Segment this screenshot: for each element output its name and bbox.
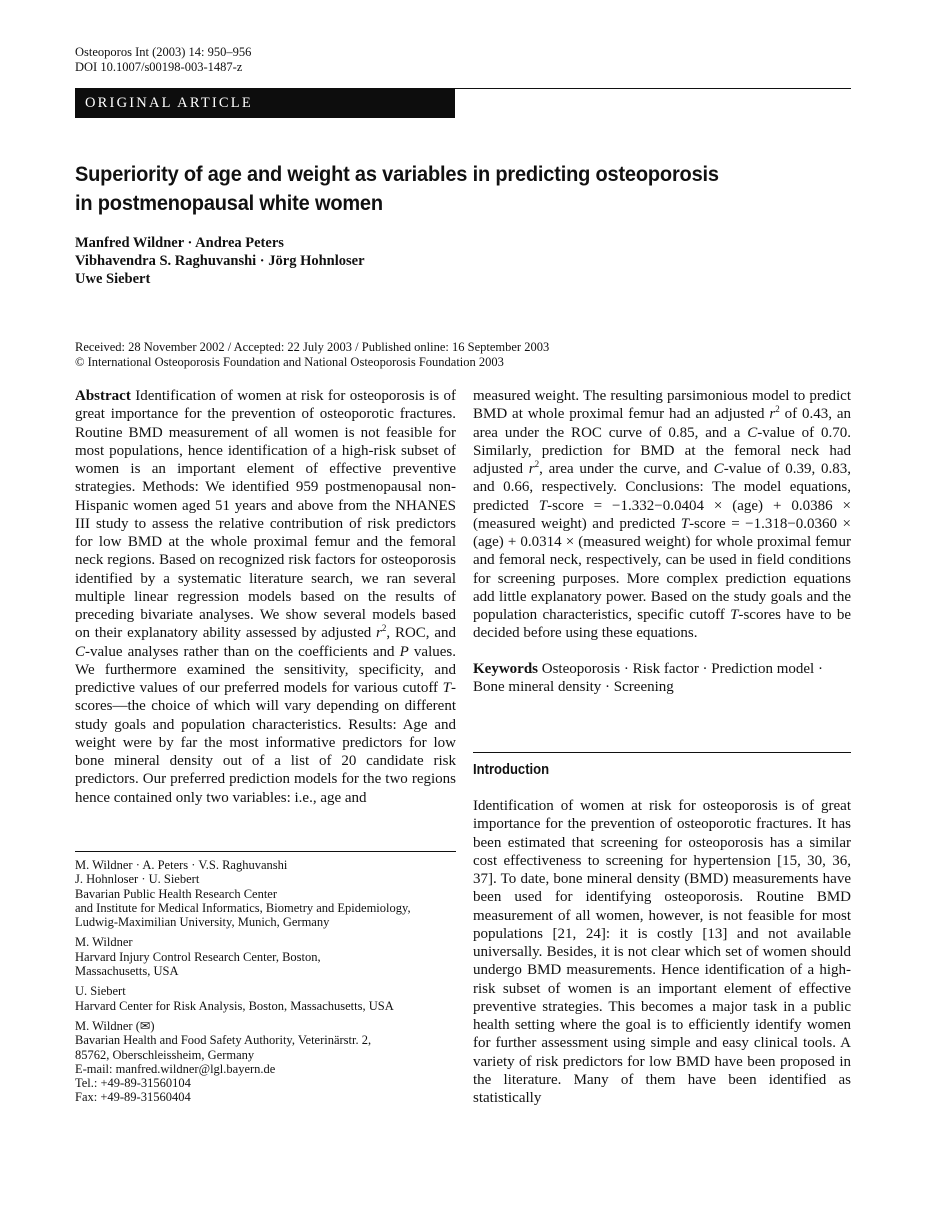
introduction-text: Identification of women at risk for osteoporosis is of great importance for the prevention of osteoporotic fractures. It has been estimated that screening for osteoporosis has a similar cost effectiveness to screening for hypertension [15, 30, 36, 37]. To date, bone mineral density (BMD) measurements have been used for identifying osteoporosis. Routine BMD measurement of all women, however, is not feasible for most populations [21, 24]: it is costly [13] and not available universally. Besides, it is not clear which set of women should undergo BMD measurements. Hence identification of a high-risk subset of women is an important element of effective preventive strategies. This becomes a major task in a public health setting where the goal is to efficiently identify women for further assessment using simple and easy clinical tools. A variety of risk predictors for low BMD have been proposed in the literature. Many of them have been identified as statistically	[473, 798, 851, 1106]
publication-history	[75, 340, 549, 370]
affiliation-block: M. Wildner Harvard Injury Control Research Center, Boston, Massachusetts, USA	[75, 935, 321, 979]
abstract-continued: measured weight. The resulting parsimonious model to predict BMD at whole proximal femur had an adjusted $r^2$ of 0.43, an area under the ROC curve of 0.85, and a C-value of 0.70. Similarly, prediction for BMD at the femoral neck had adjusted $r^2$, area under the curve, and C-value of 0.39, 0.83, and 0.66, respectively. Conclusions: The model equations, predicted T-score = −1.332−0.0404 × (age) + 0.0386 × (measured weight) and predicted T-score = −1.318−0.0360 × (age) + 0.0314 × (measured weight) for whole proximal femur and femoral neck, respectively, can be used in field conditions for screening purposes. More complex prediction equations add little explanatory power. Based on the study goals and the population characteristics, specific cutoff T-scores have to be decided before using these equations. Keywords Osteoporosis · Risk factor · Prediction model · Bone mineral density · Screening	[473, 388, 852, 695]
correspondence-block: M. Wildner (✉) Bavarian Health and Food Safety Authority, Veterinärstr. 2, 85762, Oberschleissheim, Germany E-mail: manfred.wildner@lgl.bayern.de Tel.: +49-89-31560104 Fax: +49-89-31560404	[75, 1018, 372, 1105]
header-rule	[455, 88, 851, 89]
journal-citation: Osteoporos Int (2003) 14: 950–956	[75, 45, 252, 59]
author-line: Manfred Wildner · Andrea Peters	[75, 235, 284, 251]
affiliations	[75, 858, 460, 1111]
author-list	[75, 234, 365, 288]
email[interactable]: E-mail: manfred.wildner@lgl.bayern.de	[75, 1061, 276, 1076]
doi: DOI 10.1007/s00198-003-1487-z	[75, 60, 243, 74]
article-type-banner: ORIGINAL ARTICLE	[75, 88, 455, 118]
keywords: Keywords Osteoporosis · Risk factor · Prediction model · Bone mineral density · Screening	[473, 660, 823, 695]
abstract: Abstract Identification of women at risk for osteoporosis is of great importance for the prevention of osteoporotic fractures. Routine BMD measurement of all women is not feasible for most populations, hence identification of a high-risk subset of women is an important element of effective preventive strategies. Methods: We identified 959 postmenopausal non-Hispanic women aged 51 years and above from the NHANES III study to assess the relative contribution of risk predictors for low BMD at the whole proximal femur and the femoral neck regions. Based on recognized risk factors for osteoporosis identified by a systematic literature search, we ran several multiple linear regression models based on the results of preceding bivariate analyses. We show several models based on their explanatory ability assessed by adjusted $r^2$, ROC, and C-value analyses rather than on the coefficients and P values. We furthermore examined the sensitivity, specificity, and predictive values of our preferred models for various cutoff T-scores—the choice of which will vary depending on different study goals and population characteristics. Results: Age and weight were by far the most informative predictors for low bone mineral density out of a list of 20 candidate risk predictors. Our preferred prediction models for the two regions hence contained only two variables: i.e., age and	[75, 388, 457, 806]
dates: Received: 28 November 2002 / Accepted: 22 July 2003 / Published online: 16 September 2003	[75, 340, 550, 354]
affiliation-block: U. Siebert Harvard Center for Risk Analysis, Boston, Massachusetts, USA	[75, 984, 394, 1013]
article-title: Superiority of age and weight as variables in predicting osteoporosis in postmenopausal white women	[75, 162, 719, 215]
affiliation-rule	[75, 851, 456, 852]
author-line: Vibhavendra S. Raghuvanshi · Jörg Hohnloser	[75, 253, 365, 269]
affiliation-block: M. Wildner · A. Peters · V.S. Raghuvanshi J. Hohnloser · U. Siebert Bavarian Public Health Research Center and Institute for Medical Informatics, Biometry and Epidemiology, Ludwig-Maximilian University, Munich, Germany	[75, 858, 411, 930]
author-line: Uwe Siebert	[75, 271, 151, 287]
keywords-label: Keywords	[473, 660, 538, 677]
copyright: © International Osteoporosis Foundation and National Osteoporosis Foundation 2003	[75, 355, 504, 369]
section-heading: Introduction	[473, 762, 550, 778]
section-rule	[473, 752, 851, 753]
abstract-label: Abstract	[75, 388, 131, 404]
